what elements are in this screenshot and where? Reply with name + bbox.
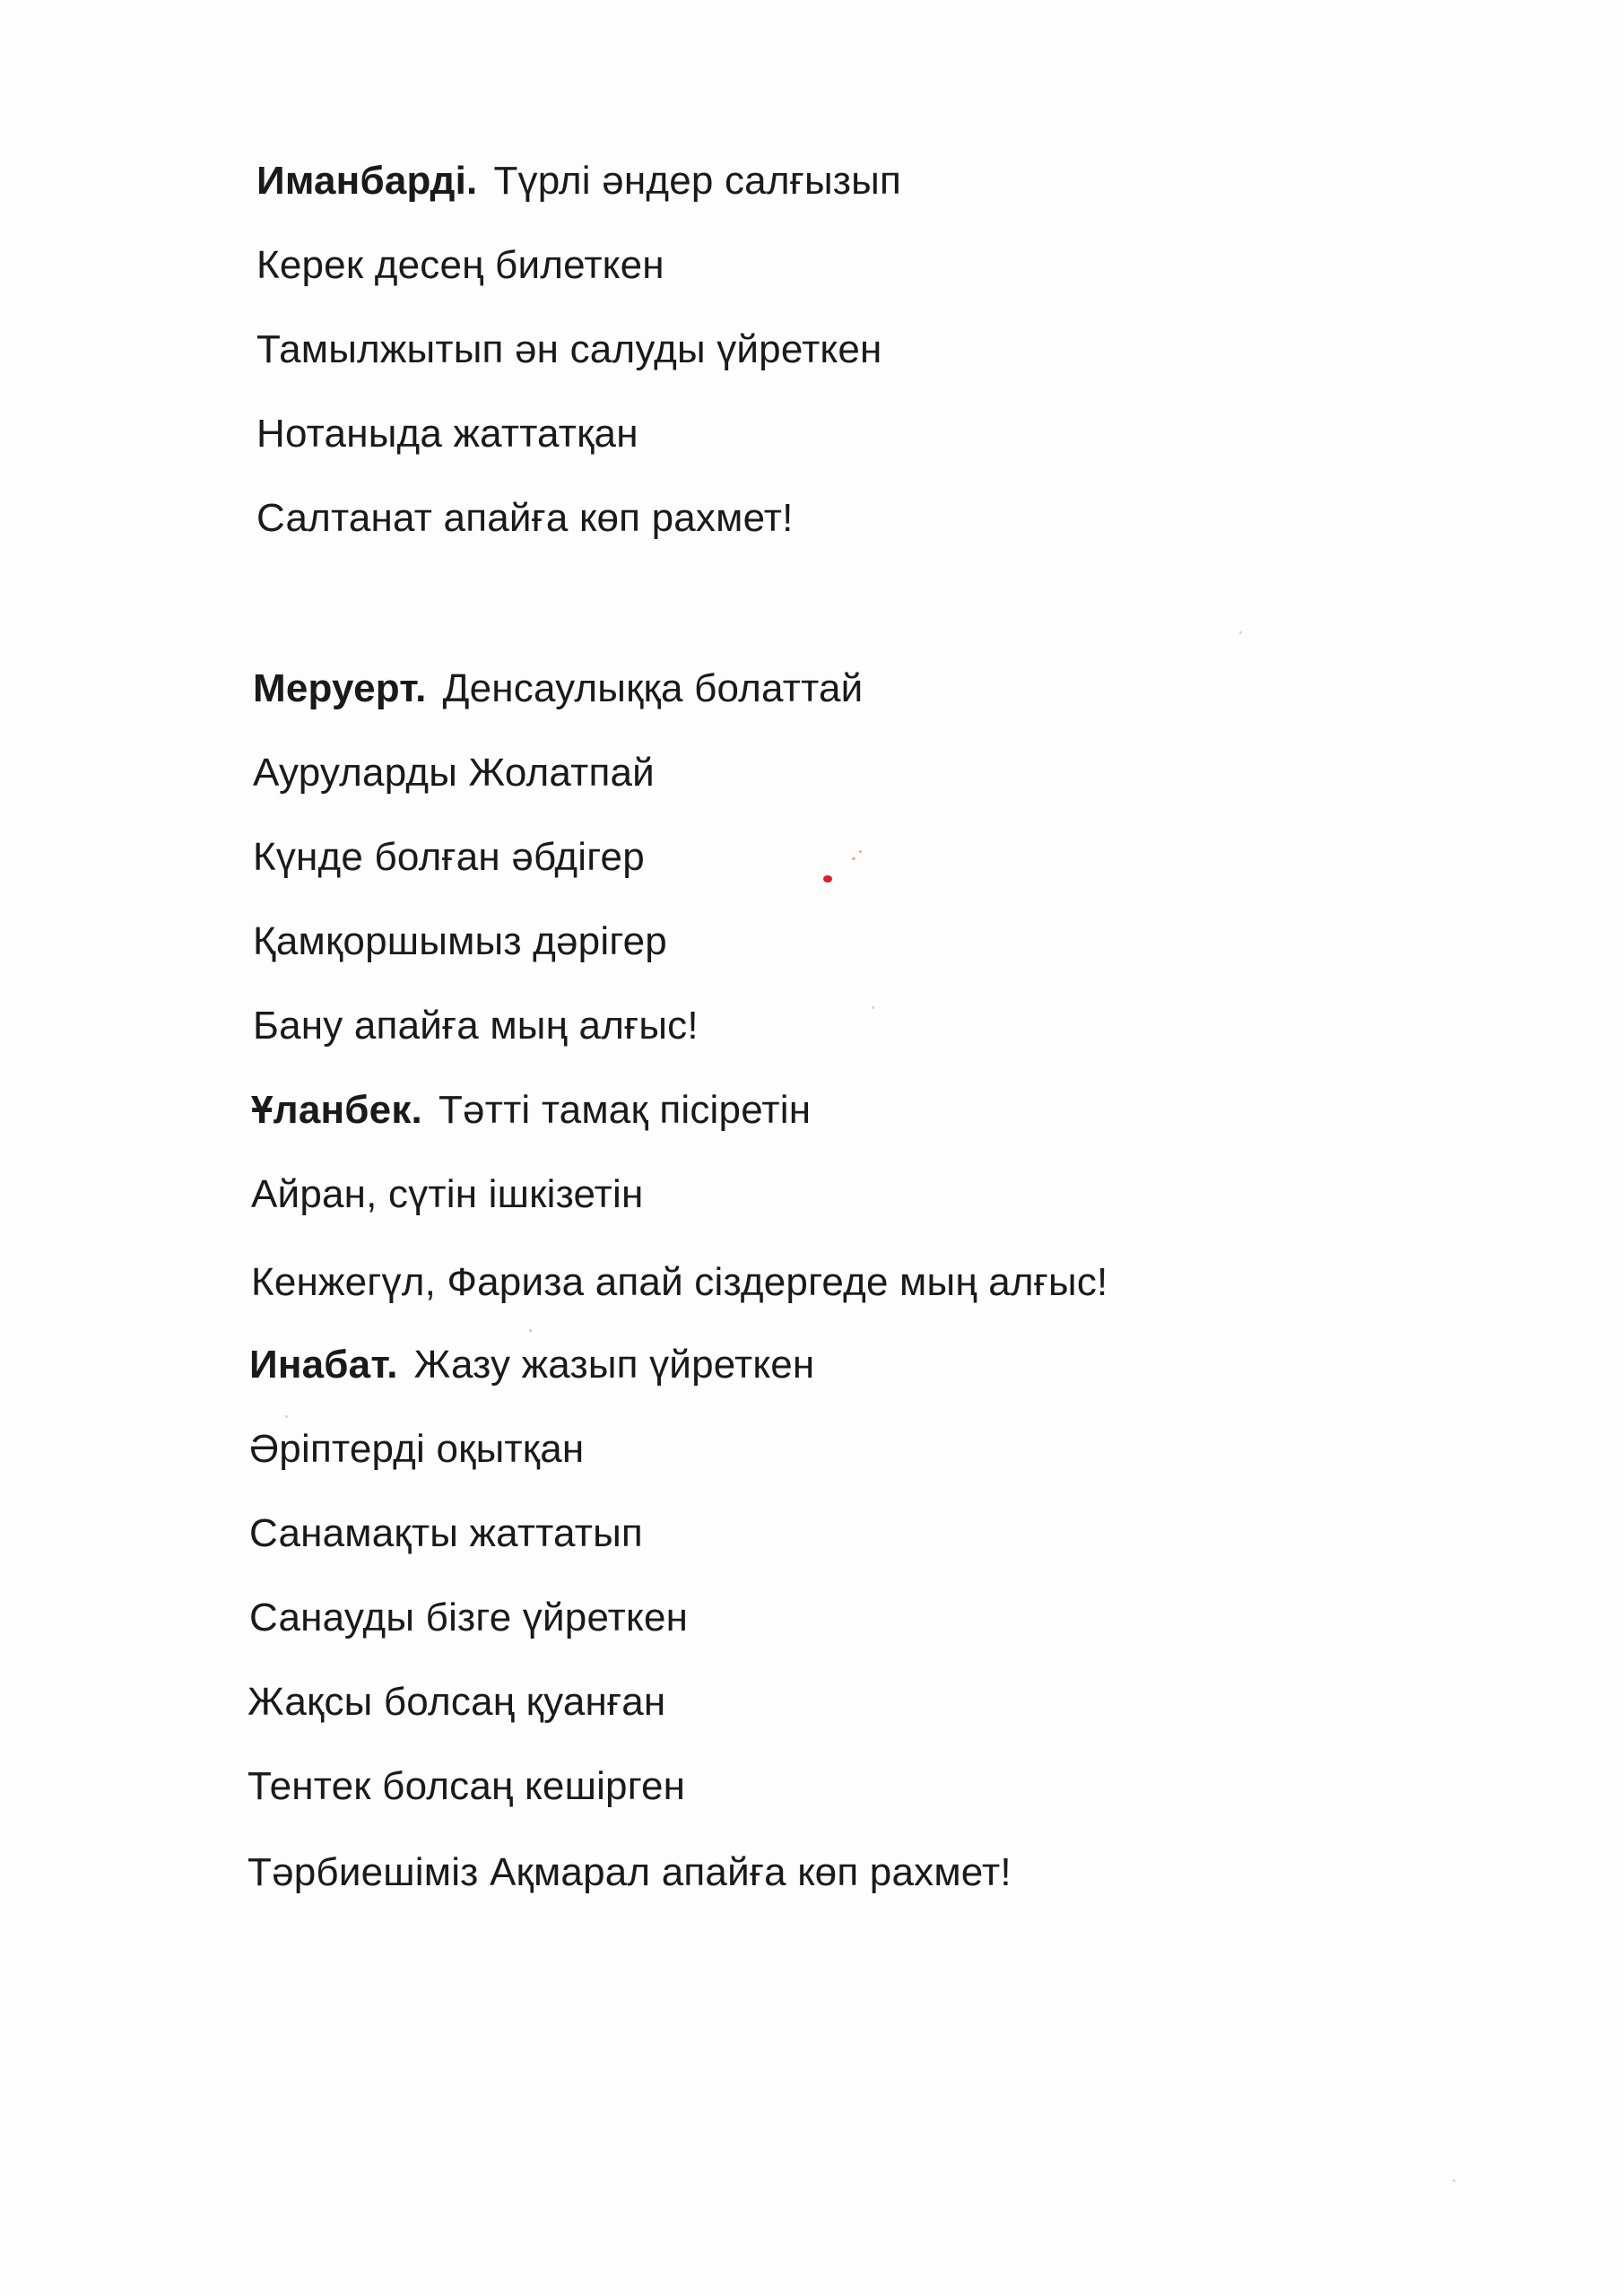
dust-speck (285, 1415, 288, 1418)
stanza-2-line-5 (253, 1003, 699, 1049)
verse-text: Күнде болған әбдігер (253, 835, 645, 879)
verse-text: Денсаулыққа болаттай (442, 666, 864, 710)
dust-speck (1239, 631, 1242, 634)
stanza-4-line-3 (249, 1510, 643, 1557)
verse-text: Нотаныда жаттатқан (256, 412, 638, 456)
stanza-3-line-3 (251, 1259, 1107, 1306)
verse-text: Бану апайға мың алғыс! (253, 1004, 699, 1048)
stanza-3-line-1 (251, 1087, 811, 1134)
stanza-1-line-2 (256, 242, 664, 289)
stanza-2-line-3 (253, 834, 645, 881)
verse-text: Салтанат апайға көп рахмет! (256, 496, 794, 540)
stanza-3-line-2 (251, 1171, 643, 1218)
verse-text: Керек десең билеткен (256, 243, 664, 287)
stanza-4-line-1 (249, 1342, 814, 1388)
speaker-name: Ұланбек. (251, 1088, 422, 1132)
verse-text: Санауды бізге үйреткен (249, 1596, 689, 1639)
stanza-1-line-5 (256, 495, 794, 542)
verse-text: Әріптерді оқытқан (249, 1427, 585, 1471)
verse-text: Тентек болсаң кешірген (248, 1764, 686, 1808)
speaker-name: Иманбарді. (256, 159, 478, 203)
speaker-name: Инабат. (249, 1343, 398, 1387)
stanza-2-line-1 (253, 665, 863, 712)
stanza-4-line-4 (249, 1595, 688, 1641)
verse-text: Жақсы болсаң қуанған (248, 1680, 666, 1724)
dust-speck (872, 1006, 874, 1009)
stanza-1-line-4 (256, 411, 638, 457)
stanza-4-line-2 (249, 1426, 584, 1473)
stanza-4-line-5 (248, 1679, 665, 1726)
stanza-1-line-1 (256, 158, 901, 204)
verse-text: Айран, сүтін ішкізетін (251, 1172, 644, 1216)
stanza-4-line-7 (248, 1849, 1012, 1896)
dust-speck (1453, 2179, 1455, 2182)
speaker-name: Меруерт. (253, 666, 427, 710)
stanza-2-line-2 (253, 750, 655, 796)
ink-speck (859, 850, 862, 853)
red-ink-speck (823, 875, 832, 883)
verse-text: Қамқоршымыз дәрігер (253, 919, 667, 963)
verse-text: Жазу жазып үйреткен (413, 1343, 815, 1387)
verse-text: Түрлі әндер салғызып (493, 159, 902, 203)
dust-speck (529, 1329, 532, 1332)
verse-text: Ауруларды Жолатпай (253, 751, 655, 795)
verse-text: Санамақты жаттатып (249, 1511, 643, 1555)
stanza-4-line-6 (248, 1763, 685, 1810)
verse-text: Тамылжытып ән салуды үйреткен (256, 327, 882, 371)
verse-text: Тәтті тамақ пісіретін (438, 1088, 812, 1132)
verse-text: Тәрбиешіміз Ақмарал апайға көп рахмет! (248, 1850, 1012, 1894)
stanza-2-line-4 (253, 918, 667, 965)
stanza-1-line-3 (256, 326, 882, 373)
ink-speck (852, 857, 855, 860)
verse-text: Кенжегүл, Фариза апай сіздергеде мың алғыс! (251, 1260, 1108, 1304)
